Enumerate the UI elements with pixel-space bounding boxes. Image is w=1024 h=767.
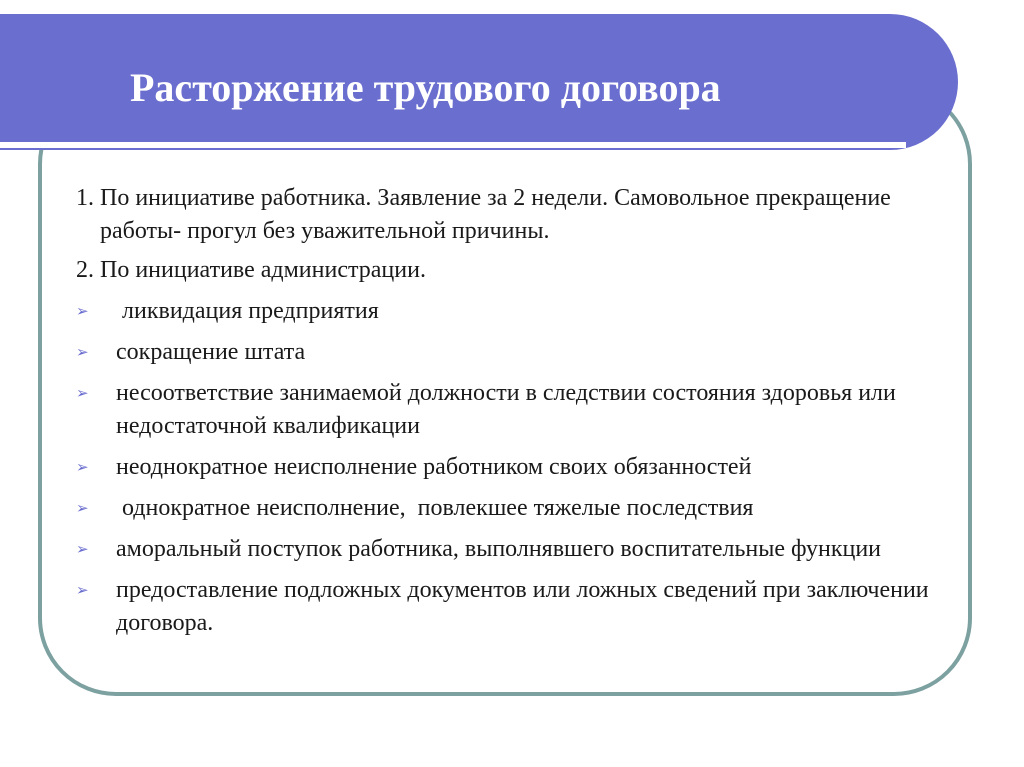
slide-title: Расторжение трудового договора [130,65,721,110]
item-number: 1. [76,185,100,211]
bullet-text: неоднократное неисполнение работником своих обязанностей [116,454,752,480]
numbered-item-1 [76,182,946,248]
arrow-bullet-icon: ➢ [76,499,89,517]
slide-body [76,182,946,648]
arrow-bullet-icon: ➢ [76,581,89,599]
numbered-item-2 [76,254,946,287]
bullet-item [76,492,946,525]
bullet-text: однократное неисполнение, повлекшее тяжелые последствия [116,495,754,521]
arrow-bullet-icon: ➢ [76,458,89,476]
bullet-text: сокращение штата [116,339,306,365]
title-band [0,14,958,150]
item-text: По инициативе работника. Заявление за 2 недели. Самовольное прекращение работы- прогул без уважительной причины. [100,185,891,244]
bullet-item [76,574,946,640]
item-number: 2. [76,257,100,283]
title-underline [0,142,906,148]
bullet-text: несоответствие занимаемой должности в следствии состояния здоровья или недостаточной квалификации [116,380,902,439]
bullet-text: предоставление подложных документов или ложных сведений при заключении договора. [116,577,935,636]
bullet-list [76,295,946,640]
bullet-item [76,533,946,566]
arrow-bullet-icon: ➢ [76,302,89,320]
arrow-bullet-icon: ➢ [76,343,89,361]
bullet-item [76,336,946,369]
bullet-item [76,295,946,328]
bullet-text: ликвидация предприятия [116,298,379,324]
bullet-item [76,451,946,484]
arrow-bullet-icon: ➢ [76,384,89,402]
item-text: По инициативе администрации. [100,257,426,283]
bullet-item [76,377,946,443]
bullet-text: аморальный поступок работника, выполнявшего воспитательные функции [116,536,882,562]
arrow-bullet-icon: ➢ [76,540,89,558]
